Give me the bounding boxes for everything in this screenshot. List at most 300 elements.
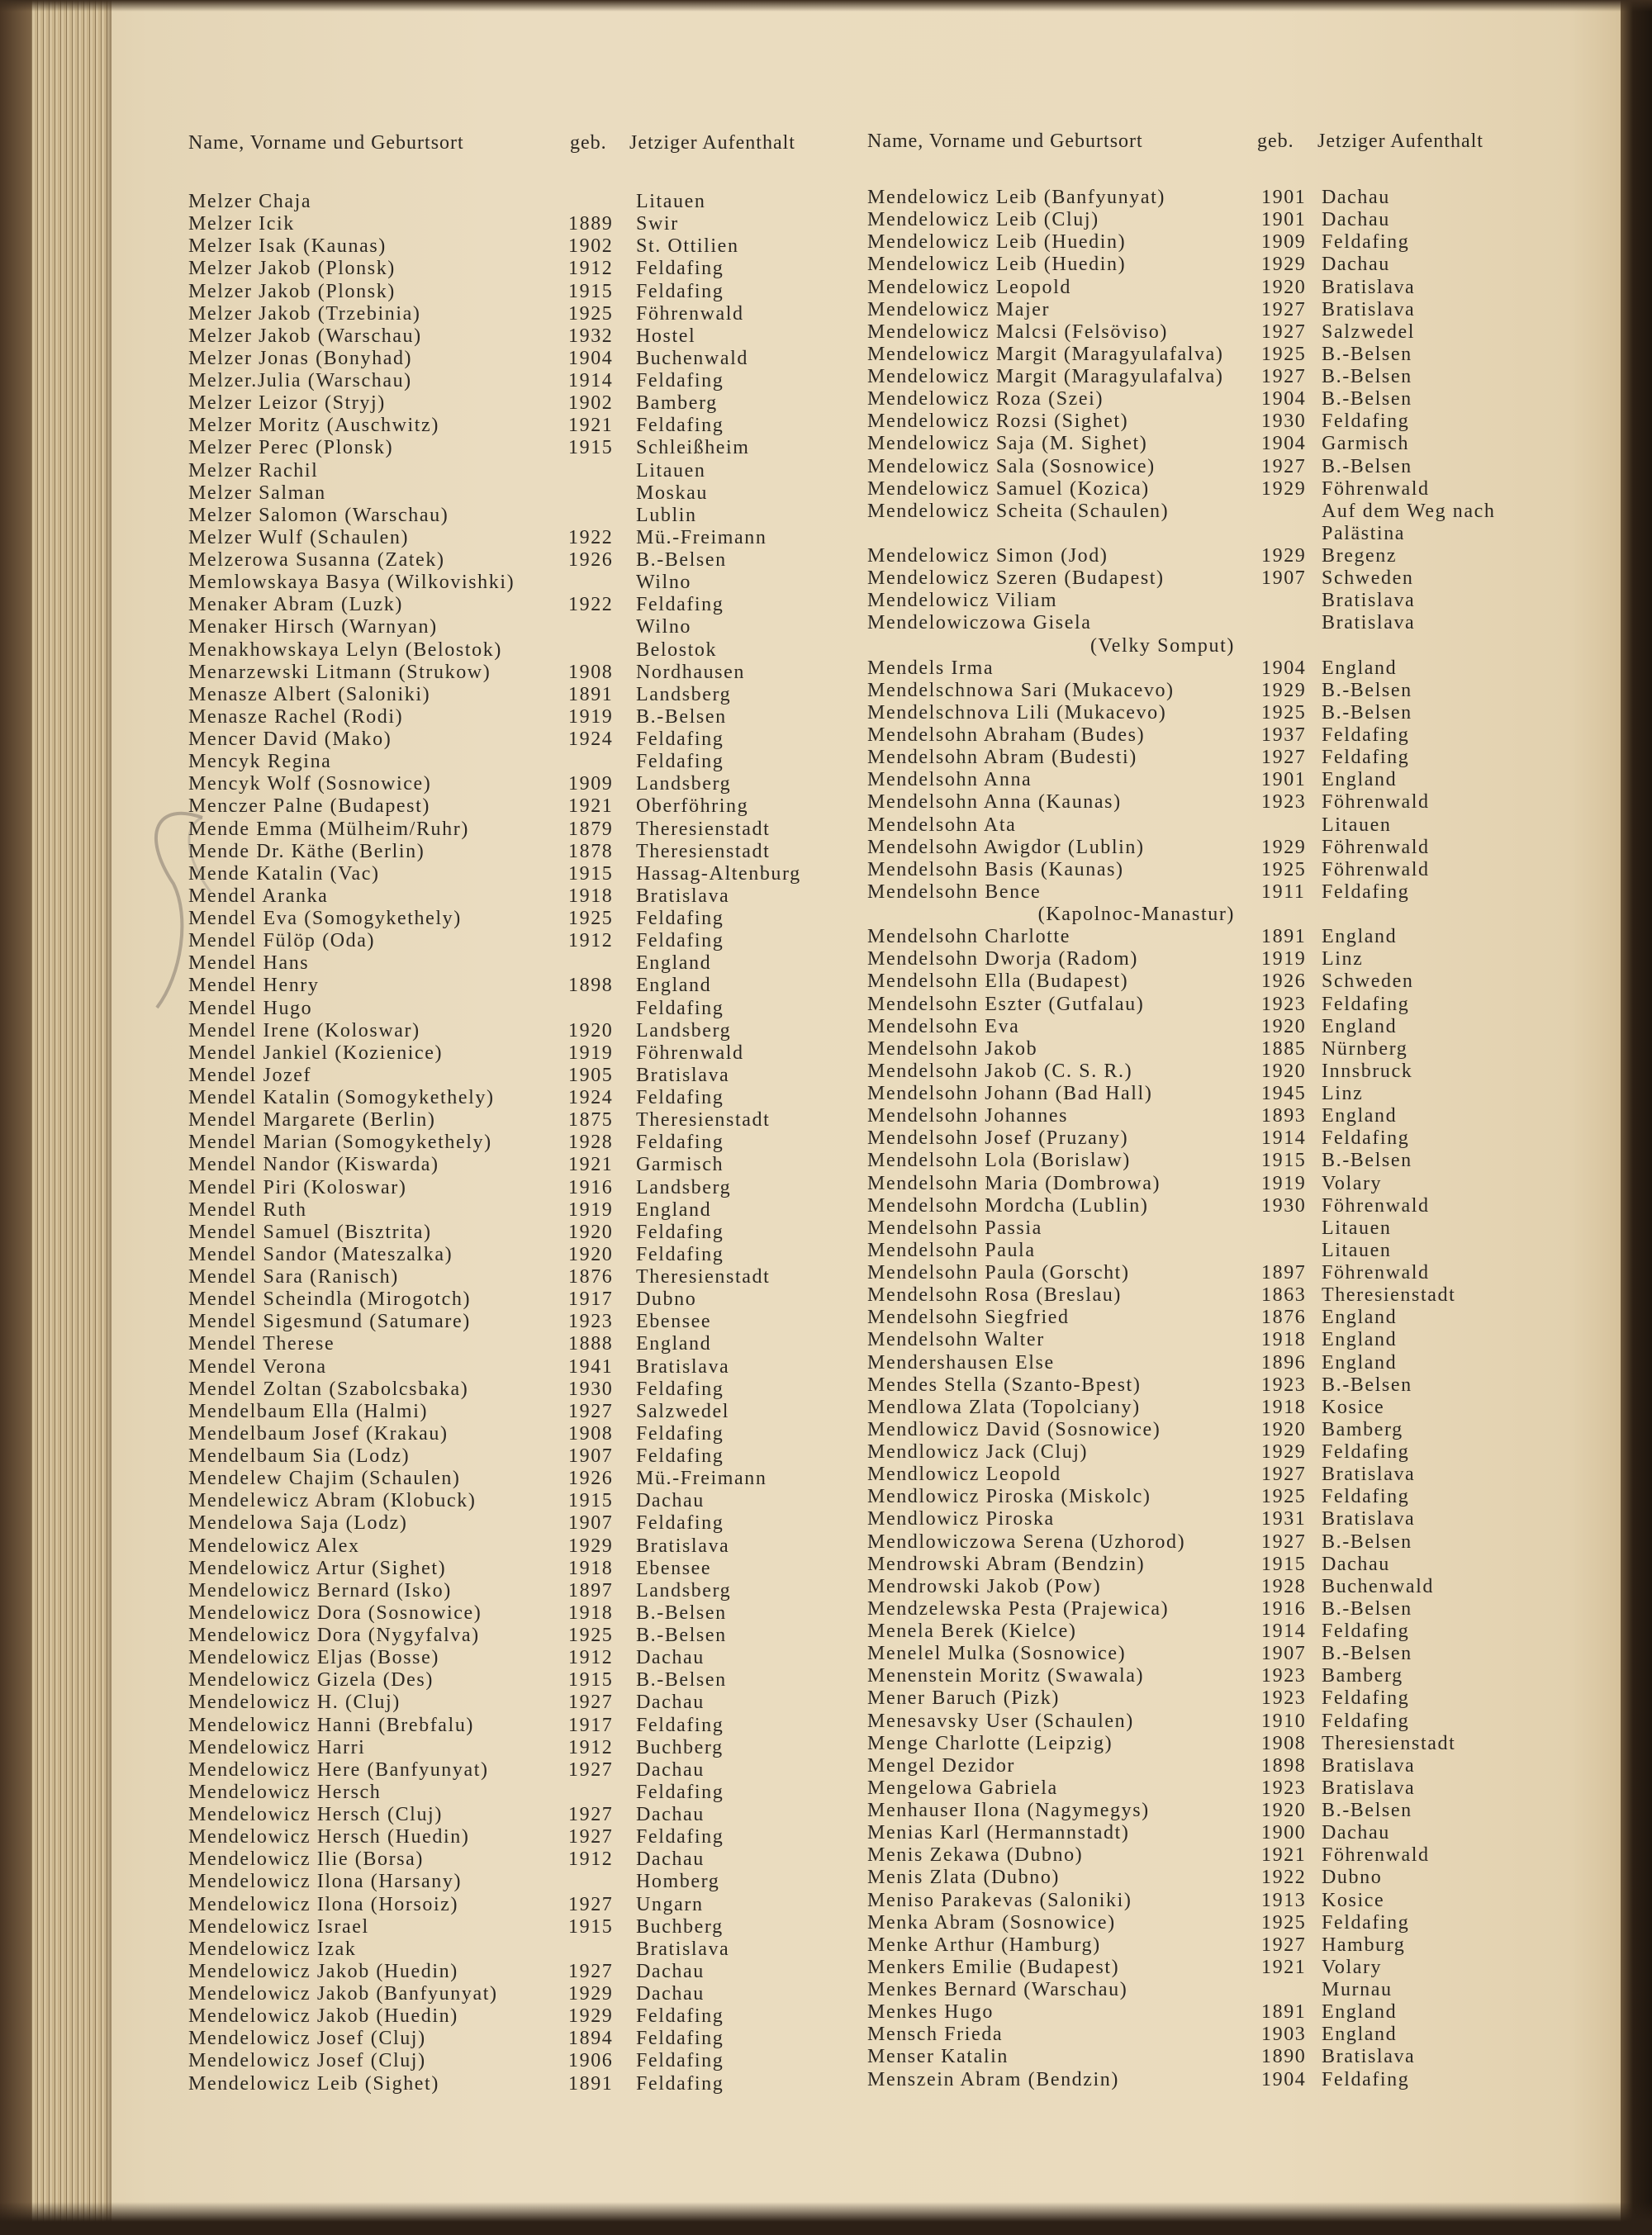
entry-residence: Feldafing bbox=[1322, 880, 1410, 903]
entry-residence: Litauen bbox=[1322, 1217, 1392, 1239]
entry-birth-year: 1890 bbox=[1261, 2046, 1307, 2068]
entry-name: Mendelbaum Ella (Halmi) bbox=[188, 1400, 429, 1422]
entry-residence: Wilno bbox=[636, 572, 692, 594]
entry-name: Mengelowa Gabriela bbox=[867, 1777, 1058, 1799]
entry-birth-year: 1945 bbox=[1261, 1083, 1307, 1104]
entry-name: Menkes Hugo bbox=[867, 2001, 994, 2024]
entry-name: Menias Karl (Hermannstadt) bbox=[867, 1822, 1130, 1844]
entry-residence: Feldafing bbox=[636, 2028, 724, 2050]
entry-residence: Feldafing bbox=[636, 908, 724, 929]
entry-birth-year: 1927 bbox=[1261, 455, 1307, 477]
entry-residence: Föhrenwald bbox=[636, 1042, 744, 1064]
entry-name: Mendelowicz Izak bbox=[188, 1938, 357, 1960]
entry-birth-year: 1925 bbox=[568, 908, 614, 929]
entry-birth-year: 1920 bbox=[568, 1221, 614, 1243]
entry-residence: Feldafing bbox=[636, 997, 724, 1019]
book-spine-shadow bbox=[0, 0, 31, 2235]
entry-birth-year: 1918 bbox=[1261, 1396, 1307, 1418]
entry-name: Mendelowicz Josef (Cluj) bbox=[188, 2028, 426, 2050]
entry-birth-year: 1919 bbox=[568, 1198, 614, 1221]
entry-name: Mende Dr. Käthe (Berlin) bbox=[188, 840, 425, 862]
entry-residence: Mü.-Freimann bbox=[636, 526, 767, 548]
entry-name: Mendlowa Zlata (Topolciany) bbox=[867, 1396, 1141, 1418]
entry-residence: Dachau bbox=[636, 1692, 705, 1714]
entry-birth-year: 1919 bbox=[568, 705, 614, 728]
entry-birth-year: 1922 bbox=[568, 526, 614, 548]
entry-residence: Bamberg bbox=[1322, 1665, 1403, 1687]
entry-residence: Föhrenwald bbox=[1322, 836, 1430, 858]
entry-name: Mendel Sigesmund (Satumare) bbox=[188, 1311, 471, 1333]
entry-birth-year: 1898 bbox=[1261, 1754, 1307, 1777]
entry-birth-year: 1925 bbox=[1261, 343, 1307, 365]
entry-birth-year: 1921 bbox=[568, 1154, 614, 1176]
entry-name: Menaker Abram (Luzk) bbox=[188, 594, 403, 616]
entry-birth-year: 1914 bbox=[568, 370, 614, 391]
entry-residence: B.-Belsen bbox=[1322, 388, 1412, 410]
entry-name: Mendelsohn Anna (Kaunas) bbox=[867, 791, 1122, 814]
entry-name: Mendlowicz Piroska (Miskolc) bbox=[867, 1486, 1151, 1508]
entry-name: Mendlowicz Jack (Cluj) bbox=[867, 1441, 1089, 1463]
entry-residence: Linz bbox=[1322, 948, 1364, 970]
entry-name: Mendelsohn Paula bbox=[867, 1239, 1036, 1261]
entry-name: Mendelsohn Johannes bbox=[867, 1105, 1069, 1127]
entry-name: Menarzewski Litmann (Strukow) bbox=[188, 661, 491, 683]
entry-residence: B.-Belsen bbox=[1322, 1150, 1412, 1172]
entry-birth-year: 1906 bbox=[568, 2050, 614, 2072]
entry-name: Mendelowicz Artur (Sighet) bbox=[188, 1557, 447, 1579]
entry-name: Mendelsohn Mordcha (Lublin) bbox=[867, 1194, 1149, 1217]
entry-residence: Volary bbox=[1322, 1956, 1383, 1978]
entry-birth-year: 1912 bbox=[568, 1848, 614, 1871]
entry-birth-year: 1876 bbox=[568, 1266, 614, 1288]
entry-name: Mendel Eva (Somogykethely) bbox=[188, 908, 462, 929]
entry-residence: Kosice bbox=[1322, 1889, 1385, 1911]
entry-birth-year: 1923 bbox=[568, 1311, 614, 1333]
entry-name: Mendelowicz Leopold bbox=[867, 276, 1071, 298]
entry-name: Menis Zlata (Dubno) bbox=[867, 1867, 1061, 1889]
entry-name: Mendelowicz Scheita (Schaulen) bbox=[867, 500, 1170, 522]
entry-name: Mendelowicz Hersch bbox=[188, 1781, 382, 1803]
entry-name: Melzer Jakob (Trzebinia) bbox=[188, 302, 421, 325]
entry-residence: Dachau bbox=[636, 1490, 705, 1512]
entry-birth-year: 1927 bbox=[1261, 298, 1307, 320]
entry-birth-year: 1904 bbox=[1261, 433, 1307, 455]
entry-name: Mendelew Chajim (Schaulen) bbox=[188, 1468, 461, 1490]
entry-birth-year: 1901 bbox=[1261, 209, 1307, 231]
entry-birth-year: 1923 bbox=[1261, 1687, 1307, 1710]
entry-name: Mendel Margarete (Berlin) bbox=[188, 1109, 436, 1132]
entry-birth-year: 1878 bbox=[568, 840, 614, 862]
entry-name: Menasze Albert (Saloniki) bbox=[188, 683, 431, 705]
entry-birth-year: 1925 bbox=[1261, 1911, 1307, 1934]
entry-residence: Dachau bbox=[636, 1960, 705, 1982]
entry-birth-year: 1929 bbox=[1261, 1441, 1307, 1463]
entry-residence: England bbox=[1322, 1015, 1398, 1037]
entry-residence: Bratislava bbox=[636, 1064, 730, 1086]
entry-residence: Bratislava bbox=[636, 1938, 730, 1960]
entry-residence: Theresienstadt bbox=[636, 818, 771, 840]
entry-birth-year: 1925 bbox=[1261, 701, 1307, 724]
entry-residence: Auf dem Weg nach bbox=[1322, 500, 1496, 522]
entry-name: Melzer Jonas (Bonyhad) bbox=[188, 347, 413, 369]
entry-residence: Hassag-Altenburg bbox=[636, 862, 801, 885]
entry-birth-year: 1909 bbox=[568, 773, 614, 795]
entry-name: Melzer Jakob (Plonsk) bbox=[188, 280, 396, 302]
entry-residence: Föhrenwald bbox=[1322, 477, 1430, 500]
entry-name: Mendelowicz Leib (Banfyunyat) bbox=[867, 187, 1165, 208]
entry-residence: Mü.-Freimann bbox=[636, 1468, 767, 1490]
entry-birth-year: 1920 bbox=[568, 1019, 614, 1042]
entry-name: Mendelsohn Bence bbox=[867, 880, 1042, 903]
entry-birth-year: 1927 bbox=[1261, 747, 1307, 769]
entry-name: Mendels Irma bbox=[867, 657, 995, 679]
entry-birth-year: 1929 bbox=[1261, 836, 1307, 858]
entry-name: Mensch Frieda bbox=[867, 2024, 1004, 2046]
entry-birth-year: 1928 bbox=[1261, 1575, 1307, 1597]
entry-residence: Dubno bbox=[1322, 1867, 1383, 1889]
entry-birth-year: 1937 bbox=[1261, 724, 1307, 746]
entry-birth-year: 1907 bbox=[1261, 567, 1307, 590]
entry-birth-year: 1911 bbox=[1261, 880, 1306, 903]
entry-name: Mendel Therese bbox=[188, 1333, 335, 1355]
entry-name: Mencyk Regina bbox=[188, 751, 332, 773]
entry-birth-year: 1915 bbox=[568, 1669, 614, 1692]
entry-birth-year: 1889 bbox=[568, 213, 614, 235]
entry-name: Mencer David (Mako) bbox=[188, 728, 392, 750]
entry-residence: Feldafing bbox=[636, 280, 724, 302]
entry-residence: Theresienstadt bbox=[636, 1266, 771, 1288]
entry-residence: England bbox=[1322, 1329, 1398, 1351]
left-header-born: geb. bbox=[570, 132, 607, 154]
entry-name: Mendelsohn Basis (Kaunas) bbox=[867, 858, 1124, 880]
entry-name: Mendelowicz Alex bbox=[188, 1535, 360, 1557]
entry-residence: Litauen bbox=[636, 191, 706, 212]
entry-name: Mendel Henry bbox=[188, 975, 320, 997]
entry-name: Mendlowiczowa Serena (Uzhorod) bbox=[867, 1530, 1186, 1553]
entry-residence: Salzwedel bbox=[1322, 320, 1416, 343]
entry-name: Mendelschnowa Sari (Mukacevo) bbox=[867, 679, 1175, 701]
entry-name: Melzer Jakob (Warschau) bbox=[188, 325, 422, 347]
entry-birth-year: 1929 bbox=[1261, 254, 1307, 276]
entry-residence: Bratislava bbox=[1322, 1508, 1416, 1530]
entry-residence: Bratislava bbox=[1322, 1754, 1416, 1777]
entry-name: Mendelsohn Abram (Budesti) bbox=[867, 747, 1137, 769]
entry-name: Mendelowicz Leib (Huedin) bbox=[867, 254, 1127, 276]
entry-residence: Feldafing bbox=[636, 1221, 724, 1243]
entry-name: Mendelschnova Lili (Mukacevo) bbox=[867, 701, 1167, 724]
entry-name: Mendel Sandor (Mateszalka) bbox=[188, 1243, 453, 1265]
entry-residence: Feldafing bbox=[636, 594, 724, 616]
entry-residence: Feldafing bbox=[636, 728, 724, 750]
entry-residence: Feldafing bbox=[636, 2005, 724, 2028]
entry-birth-year: 1909 bbox=[1261, 231, 1307, 254]
entry-birth-year: 1928 bbox=[568, 1132, 614, 1154]
entry-residence: Nordhausen bbox=[636, 661, 745, 683]
entry-name: Mendelowicz Harri bbox=[188, 1736, 366, 1758]
entry-name-continuation: (Kapolnoc-Manastur) bbox=[1037, 904, 1235, 925]
entry-residence: Landsberg bbox=[636, 1579, 732, 1602]
entry-residence: Feldafing bbox=[636, 415, 724, 437]
entry-residence: Oberföhring bbox=[636, 795, 749, 818]
entry-birth-year: 1930 bbox=[1261, 1194, 1307, 1217]
entry-residence: Bratislava bbox=[1322, 298, 1416, 320]
entry-birth-year: 1903 bbox=[1261, 2024, 1307, 2046]
entry-name: Mendel Samuel (Bisztrita) bbox=[188, 1221, 432, 1243]
entry-name: Mendelowicz Leib (Sighet) bbox=[188, 2072, 439, 2095]
entry-residence: Moskau bbox=[636, 482, 708, 504]
entry-residence: England bbox=[1322, 769, 1398, 791]
entry-name: Menkers Emilie (Budapest) bbox=[867, 1956, 1120, 1978]
entry-birth-year: 1918 bbox=[568, 1557, 614, 1579]
entry-residence: Feldafing bbox=[636, 2072, 724, 2095]
entry-residence: England bbox=[636, 952, 712, 975]
entry-birth-year: 1916 bbox=[568, 1176, 614, 1198]
entry-birth-year: 1927 bbox=[568, 1804, 614, 1825]
entry-birth-year: 1891 bbox=[568, 683, 614, 705]
entry-name: Mendelowicz Margit (Maragyulafalva) bbox=[867, 343, 1224, 365]
entry-residence: Dachau bbox=[1322, 1822, 1390, 1844]
entry-name: Mendelsohn Awigdor (Lublin) bbox=[867, 836, 1145, 858]
entry-residence: Dachau bbox=[1322, 254, 1390, 276]
entry-residence: Dachau bbox=[636, 1983, 705, 2005]
entry-birth-year: 1898 bbox=[568, 975, 614, 997]
entry-residence: B.-Belsen bbox=[636, 705, 727, 728]
entry-residence: Landsberg bbox=[636, 1019, 732, 1042]
entry-residence: B.-Belsen bbox=[1322, 701, 1412, 724]
entry-residence: Feldafing bbox=[636, 258, 724, 280]
entry-residence: Föhrenwald bbox=[1322, 1194, 1430, 1217]
entry-residence: England bbox=[1322, 2024, 1398, 2046]
entry-birth-year: 1930 bbox=[1261, 410, 1307, 433]
entry-residence: Dachau bbox=[636, 1804, 705, 1825]
entry-name: Mendelowa Saja (Lodz) bbox=[188, 1512, 408, 1535]
entry-birth-year: 1914 bbox=[1261, 1620, 1307, 1642]
entry-residence: Belostok bbox=[636, 638, 718, 661]
entry-name: Mendelowicz Margit (Maragyulafalva) bbox=[867, 366, 1224, 387]
entry-residence: Feldafing bbox=[1322, 1710, 1410, 1732]
entry-name: Mendelowicz Hanni (Brebfalu) bbox=[188, 1714, 475, 1736]
entry-residence: Innsbruck bbox=[1322, 1060, 1413, 1082]
entry-birth-year: 1875 bbox=[568, 1109, 614, 1132]
entry-name: Mendelowicz Dora (Sosnowice) bbox=[188, 1602, 482, 1624]
entry-residence: Dachau bbox=[1322, 1553, 1390, 1575]
entry-birth-year: 1927 bbox=[1261, 320, 1307, 343]
entry-residence: Schleißheim bbox=[636, 437, 750, 459]
entry-birth-year: 1929 bbox=[568, 1983, 614, 2005]
entry-name: Mendelowicz Hersch (Huedin) bbox=[188, 1826, 470, 1848]
entry-birth-year: 1893 bbox=[1261, 1105, 1307, 1127]
entry-residence: Bratislava bbox=[636, 885, 730, 907]
entry-name: Meniso Parakevas (Saloniki) bbox=[867, 1889, 1132, 1911]
entry-name: Menser Katalin bbox=[867, 2046, 1009, 2068]
entry-birth-year: 1912 bbox=[568, 930, 614, 952]
entry-residence: Nürnberg bbox=[1322, 1037, 1408, 1060]
entry-residence-continuation: Palästina bbox=[1322, 522, 1406, 544]
entry-birth-year: 1897 bbox=[568, 1579, 614, 1602]
entry-name: Mendelowicz Here (Banfyunyat) bbox=[188, 1758, 489, 1781]
entry-residence: Feldafing bbox=[1322, 993, 1410, 1015]
entry-name: Menka Abram (Sosnowice) bbox=[867, 1911, 1116, 1934]
entry-name: Mendelsohn Charlotte bbox=[867, 926, 1070, 948]
entry-birth-year: 1912 bbox=[568, 258, 614, 280]
entry-birth-year: 1932 bbox=[568, 325, 614, 347]
entry-residence: B.-Belsen bbox=[1322, 455, 1412, 477]
entry-name: Melzer Rachil bbox=[188, 459, 319, 482]
entry-birth-year: 1930 bbox=[568, 1378, 614, 1400]
entry-name: Mendelowicz Ilona (Horsoiz) bbox=[188, 1893, 459, 1915]
entry-name: Mendes Stella (Szanto-Bpest) bbox=[867, 1374, 1142, 1396]
entry-name: Mendelowicz Viliam bbox=[867, 590, 1058, 612]
entry-birth-year: 1931 bbox=[1261, 1508, 1307, 1530]
entry-residence: Theresienstadt bbox=[1322, 1284, 1456, 1307]
entry-birth-year: 1923 bbox=[1261, 1777, 1307, 1799]
entry-residence: Föhrenwald bbox=[1322, 1844, 1430, 1867]
entry-name: Mendelowicz Ilona (Harsany) bbox=[188, 1871, 463, 1893]
entry-name: Mendlowicz Leopold bbox=[867, 1464, 1061, 1486]
entry-name: Mendelowicz Szeren (Budapest) bbox=[867, 567, 1165, 590]
entry-name: Mende Katalin (Vac) bbox=[188, 862, 380, 885]
entry-residence: Feldafing bbox=[1322, 747, 1410, 769]
entry-residence: Ebensee bbox=[636, 1311, 712, 1333]
entry-residence: Garmisch bbox=[1322, 433, 1410, 455]
entry-name: Mendelsohn Passia bbox=[867, 1217, 1042, 1239]
entry-name: Mendel Hans bbox=[188, 952, 310, 975]
entry-residence: Feldafing bbox=[636, 1714, 724, 1736]
entry-birth-year: 1925 bbox=[1261, 858, 1307, 880]
entry-residence: Volary bbox=[1322, 1172, 1383, 1194]
entry-residence: Theresienstadt bbox=[636, 840, 771, 862]
entry-residence: St. Ottilien bbox=[636, 235, 739, 258]
entry-birth-year: 1897 bbox=[1261, 1262, 1307, 1284]
entry-name: Melzer Leizor (Stryj) bbox=[188, 392, 386, 415]
entry-name: Mendelbaum Josef (Krakau) bbox=[188, 1422, 449, 1445]
entry-residence: Bratislava bbox=[1322, 590, 1416, 612]
entry-birth-year: 1921 bbox=[1261, 1956, 1307, 1978]
entry-residence: England bbox=[636, 1198, 712, 1221]
entry-name: Mendelowicz Roza (Szei) bbox=[867, 388, 1104, 410]
entry-residence: Schweden bbox=[1322, 567, 1414, 590]
entry-residence: Feldafing bbox=[1322, 2068, 1410, 2090]
entry-residence: Hostel bbox=[636, 325, 696, 347]
entry-residence: Feldafing bbox=[636, 1087, 724, 1108]
entry-birth-year: 1941 bbox=[568, 1355, 614, 1378]
entry-residence: B.-Belsen bbox=[1322, 679, 1412, 701]
entry-residence: Landsberg bbox=[636, 683, 732, 705]
entry-name: Menke Arthur (Hamburg) bbox=[867, 1934, 1101, 1956]
entry-name: Mendelowicz Saja (M. Sighet) bbox=[867, 433, 1148, 455]
entry-name: Mendlowicz David (Sosnowice) bbox=[867, 1418, 1161, 1440]
entry-residence: B.-Belsen bbox=[636, 549, 727, 571]
entry-name: Mendel Aranka bbox=[188, 885, 329, 907]
entry-residence: Bratislava bbox=[1322, 1464, 1416, 1486]
entry-name: Menhauser Ilona (Nagymegys) bbox=[867, 1800, 1150, 1821]
entry-name: Mener Baruch (Pizk) bbox=[867, 1687, 1060, 1710]
entry-residence: Feldafing bbox=[636, 1512, 724, 1535]
entry-residence: B.-Belsen bbox=[1322, 1800, 1412, 1821]
entry-name: Mendelsohn Josef (Pruzany) bbox=[867, 1127, 1129, 1150]
entry-name: Mendel Zoltan (Szabolcsbaka) bbox=[188, 1378, 469, 1400]
entry-birth-year: 1915 bbox=[568, 437, 614, 459]
entry-residence: Feldafing bbox=[1322, 724, 1410, 746]
entry-birth-year: 1925 bbox=[568, 1625, 614, 1646]
entry-name: Mendelowicz Israel bbox=[188, 1915, 369, 1938]
entry-residence: Dubno bbox=[636, 1288, 697, 1311]
entry-birth-year: 1920 bbox=[1261, 1060, 1307, 1082]
entry-residence: England bbox=[1322, 926, 1398, 948]
entry-birth-year: 1927 bbox=[568, 1893, 614, 1915]
entry-birth-year: 1927 bbox=[568, 1400, 614, 1422]
entry-name: Mendelsohn Jakob bbox=[867, 1037, 1038, 1060]
entry-name: Mendel Verona bbox=[188, 1355, 327, 1378]
entry-birth-year: 1907 bbox=[568, 1512, 614, 1535]
top-edge-shadow bbox=[0, 0, 1652, 12]
entry-birth-year: 1905 bbox=[568, 1064, 614, 1086]
entry-name: Mendelsohn Ata bbox=[867, 814, 1017, 836]
entry-residence: England bbox=[636, 1333, 712, 1355]
entry-residence: Bratislava bbox=[1322, 2046, 1416, 2068]
entry-birth-year: 1920 bbox=[1261, 1418, 1307, 1440]
entry-residence: England bbox=[1322, 1105, 1398, 1127]
entry-residence: England bbox=[636, 975, 712, 997]
entry-birth-year: 1920 bbox=[1261, 1015, 1307, 1037]
entry-name: Menis Zekawa (Dubno) bbox=[867, 1844, 1084, 1867]
entry-name: Mendelowicz Dora (Nygyfalva) bbox=[188, 1625, 480, 1646]
entry-name: Melzer Moritz (Auschwitz) bbox=[188, 415, 439, 437]
entry-residence: Theresienstadt bbox=[1322, 1732, 1456, 1754]
entry-birth-year: 1918 bbox=[1261, 1329, 1307, 1351]
entry-residence: B.-Belsen bbox=[1322, 343, 1412, 365]
entry-name: Mendelsohn Dworja (Radom) bbox=[867, 948, 1138, 970]
entry-residence: Feldafing bbox=[636, 751, 724, 773]
right-header-residence: Jetziger Aufenthalt bbox=[1317, 130, 1483, 152]
entry-name: Melzer Perec (Plonsk) bbox=[188, 437, 394, 459]
entry-birth-year: 1904 bbox=[1261, 2068, 1307, 2090]
entry-residence: Litauen bbox=[1322, 1239, 1392, 1261]
entry-name: Mendelsohn Eva bbox=[867, 1015, 1020, 1037]
entry-birth-year: 1908 bbox=[568, 1422, 614, 1445]
entry-residence: Bratislava bbox=[636, 1355, 730, 1378]
left-header-name: Name, Vorname und Geburtsort bbox=[188, 132, 464, 154]
entry-name: Mendelowicz Gizela (Des) bbox=[188, 1669, 434, 1692]
entry-residence: B.-Belsen bbox=[636, 1625, 727, 1646]
entry-residence: Föhrenwald bbox=[1322, 858, 1430, 880]
entry-residence: Feldafing bbox=[636, 1378, 724, 1400]
entry-name: Mendel Piri (Koloswar) bbox=[188, 1176, 407, 1198]
entry-birth-year: 1927 bbox=[1261, 1464, 1307, 1486]
entry-birth-year: 1915 bbox=[1261, 1553, 1307, 1575]
entry-residence: Hamburg bbox=[1322, 1934, 1406, 1956]
entry-residence: Bamberg bbox=[636, 392, 718, 415]
entry-name: Menszein Abram (Bendzin) bbox=[867, 2068, 1119, 2090]
entry-name: Mendelowicz Ilie (Borsa) bbox=[188, 1848, 424, 1871]
entry-residence: Litauen bbox=[636, 459, 706, 482]
entry-residence: Homberg bbox=[636, 1871, 720, 1893]
entry-name: Mendelsohn Lola (Borislaw) bbox=[867, 1150, 1131, 1172]
entry-birth-year: 1908 bbox=[1261, 1732, 1307, 1754]
entry-residence: Feldafing bbox=[636, 930, 724, 952]
entry-name: Mendel Fülöp (Oda) bbox=[188, 930, 376, 952]
entry-birth-year: 1904 bbox=[1261, 388, 1307, 410]
entry-residence: Buchenwald bbox=[1322, 1575, 1434, 1597]
entry-name: Mendelsohn Anna bbox=[867, 769, 1032, 791]
entry-name: Mendelewicz Abram (Klobuck) bbox=[188, 1490, 477, 1512]
entry-name: Mendelowicz H. (Cluj) bbox=[188, 1692, 401, 1714]
entry-name: Mendelowicz Majer bbox=[867, 298, 1051, 320]
entry-name: Memlowskaya Basya (Wilkovishki) bbox=[188, 572, 515, 594]
entry-birth-year: 1914 bbox=[1261, 1127, 1307, 1150]
entry-name: Mendelowicz Malcsi (Felsöviso) bbox=[867, 320, 1168, 343]
entry-name: Mendelsohn Abraham (Budes) bbox=[867, 724, 1146, 746]
